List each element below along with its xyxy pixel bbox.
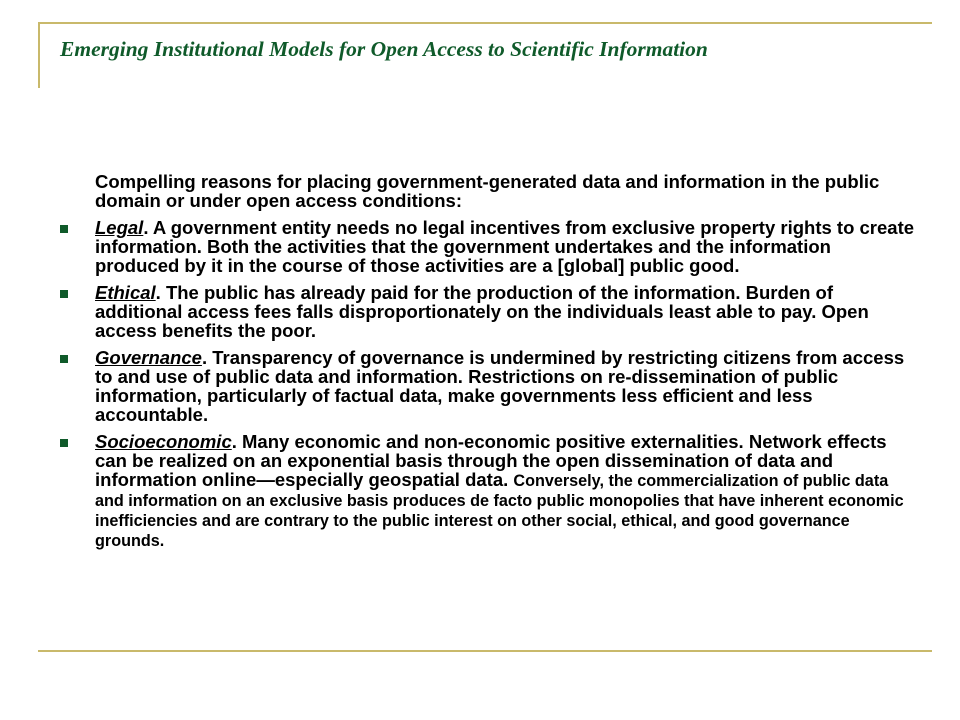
left-rule: [38, 22, 40, 88]
point-text: . The public has already paid for the production of the information. Burden of additional access fees falls disproportionately on the individuals least able to pay. Open access benefits the poor.: [95, 282, 869, 341]
term-legal: Legal: [95, 217, 144, 238]
intro-text: Compelling reasons for placing government-generated data and information in the public domain or under open access conditions:: [95, 171, 880, 211]
bottom-rule: [38, 650, 932, 652]
point-small-text: Conversely, the commercialization of public data and information on an exclusive basis produces de facto public monopolies that have inherent economic inefficiencies and are contrary to the public interest on other social, ethical, and good governance grounds.: [95, 472, 904, 550]
square-bullet-icon: [60, 225, 68, 233]
reasons-list: [60, 218, 920, 550]
point-text: . A government entity needs no legal incentives from exclusive property rights to create information. Both the activities that the government undertakes and the information produced by it in the course of those activities are a [global] public good.: [95, 217, 915, 276]
slide-title: Emerging Institutional Models for Open Access to Scientific Information: [60, 37, 708, 61]
list-item-legal: [60, 218, 920, 275]
square-bullet-icon: [60, 355, 68, 363]
point-text: . Many economic and non-economic positive externalities. Network effects can be realized on an exponential basis through the open dissemination of data and information online—especially geospatial data.: [95, 431, 887, 490]
term-ethical: Ethical: [95, 282, 156, 303]
list-item-socioeconomic: [60, 432, 920, 550]
term-socioeconomic: Socioeconomic: [95, 431, 232, 452]
term-governance: Governance: [95, 347, 202, 368]
point-text: . Transparency of governance is undermined by restricting citizens from access to and use of public data and information. Restrictions on re-dissemination of public information, particularly of factual data, make governments less efficient and less accountable.: [95, 347, 905, 425]
square-bullet-icon: [60, 290, 68, 298]
top-rule: [38, 22, 932, 24]
square-bullet-icon: [60, 439, 68, 447]
list-item-ethical: [60, 283, 920, 340]
slide-body: [60, 172, 920, 558]
list-item-governance: [60, 348, 920, 424]
